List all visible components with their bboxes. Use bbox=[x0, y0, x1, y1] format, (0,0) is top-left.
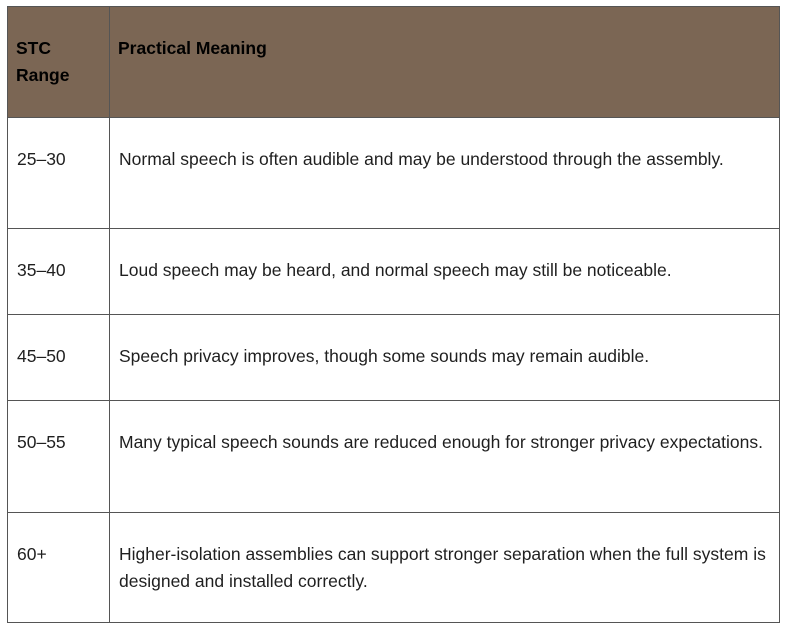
stc-range-cell: 45–50 bbox=[8, 315, 110, 401]
table-row bbox=[8, 315, 780, 401]
table-row bbox=[8, 513, 780, 623]
meaning-cell: Many typical speech sounds are reduced enough for stronger privacy expectations. bbox=[110, 401, 780, 513]
stc-range-cell: 35–40 bbox=[8, 229, 110, 315]
stc-range-cell: 50–55 bbox=[8, 401, 110, 513]
meaning-cell: Normal speech is often audible and may be understood through the assembly. bbox=[110, 118, 780, 229]
meaning-cell: Higher-isolation assemblies can support stronger separation when the full system is designed and installed correctly. bbox=[110, 513, 780, 623]
meaning-cell: Speech privacy improves, though some sounds may remain audible. bbox=[110, 315, 780, 401]
stc-table-container bbox=[7, 6, 780, 623]
stc-table bbox=[7, 6, 780, 623]
header-practical-meaning: Practical Meaning bbox=[110, 7, 780, 118]
table-row bbox=[8, 118, 780, 229]
table-row bbox=[8, 229, 780, 315]
stc-range-cell: 60+ bbox=[8, 513, 110, 623]
meaning-cell: Loud speech may be heard, and normal speech may still be noticeable. bbox=[110, 229, 780, 315]
header-stc-range: STC Range bbox=[8, 7, 110, 118]
stc-range-cell: 25–30 bbox=[8, 118, 110, 229]
table-row bbox=[8, 401, 780, 513]
table-header-row bbox=[8, 7, 780, 118]
